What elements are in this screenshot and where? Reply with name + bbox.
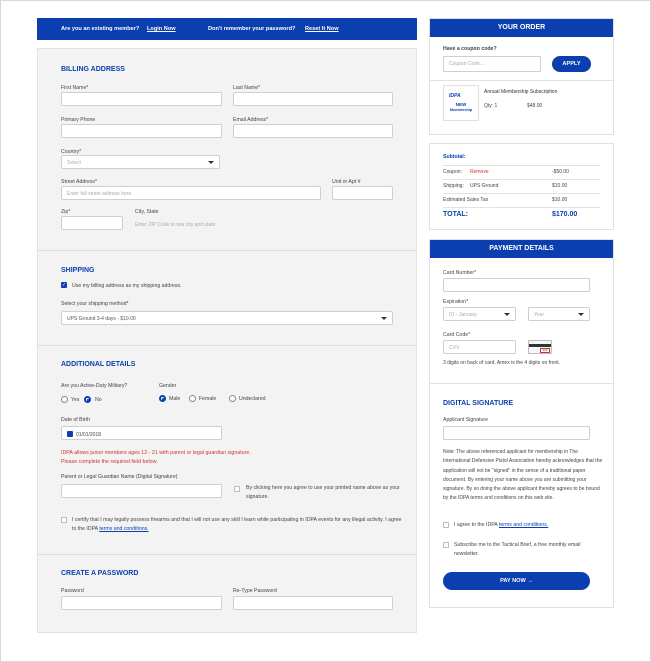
chevron-down-icon bbox=[578, 313, 584, 316]
shipping-title: SHIPPING bbox=[61, 267, 95, 274]
checkout-form bbox=[37, 48, 417, 633]
coupon-placeholder: Coupon Code... bbox=[449, 61, 485, 67]
total-value: $170.00 bbox=[552, 211, 578, 218]
unit-input[interactable] bbox=[332, 186, 393, 200]
agree-terms-checkbox[interactable] bbox=[443, 522, 449, 528]
guardian-input[interactable] bbox=[61, 484, 222, 498]
military-yes-label: Yes bbox=[71, 397, 80, 403]
gender-female-label: Female bbox=[199, 396, 217, 402]
applicant-signature-label: Applicant Signature bbox=[443, 417, 488, 423]
expiration-year-select[interactable] bbox=[528, 307, 590, 321]
shipping-row-label: Shipping: bbox=[443, 183, 464, 189]
gender-male-radio[interactable] bbox=[159, 395, 166, 402]
year-value: Year bbox=[534, 312, 545, 318]
certify-text-body: I certify that I may legally possess firearms and that I will not use any skill I learn while participating in IDPA events for any illegal activity. I agree to the IDPA bbox=[72, 517, 402, 532]
chevron-down-icon bbox=[208, 161, 214, 164]
country-value: Select bbox=[67, 160, 81, 166]
product-name: Annual Membership Subscription bbox=[484, 89, 558, 95]
shipping-method-value: UPS Ground 3-4 days - $10.00 bbox=[67, 316, 136, 322]
order-title: YOUR ORDER bbox=[430, 19, 613, 37]
member-bar bbox=[37, 18, 417, 40]
cvv-card-icon: 123 bbox=[528, 340, 552, 354]
card-number-label: Card Number* bbox=[443, 270, 477, 276]
cvv-input[interactable] bbox=[443, 340, 516, 354]
tax-row-label: Estimated Sales Tax bbox=[443, 197, 489, 203]
gender-female-radio[interactable] bbox=[189, 395, 196, 402]
phone-input[interactable] bbox=[61, 124, 222, 138]
divider bbox=[38, 345, 416, 346]
agree-terms-body: I agree to the IDPA bbox=[454, 522, 498, 528]
password-title: CREATE A PASSWORD bbox=[61, 570, 139, 577]
gender-undeclared-radio[interactable] bbox=[229, 395, 236, 402]
gender-undeclared-label: Undeclared bbox=[239, 396, 266, 402]
dob-value: 01/01/2018 bbox=[76, 432, 102, 438]
last-name-input[interactable] bbox=[233, 92, 393, 106]
cvv-placeholder: CVV bbox=[449, 345, 460, 351]
certify-checkbox[interactable] bbox=[61, 517, 67, 523]
login-link[interactable]: Login Now bbox=[147, 26, 176, 32]
age-error: IDPA allows junior members ages 12 - 21 with parent or legal guardian signature. Please complete the required field below. bbox=[61, 450, 251, 465]
guardian-consent-checkbox[interactable] bbox=[234, 486, 240, 492]
tax-row-value: $10.00 bbox=[552, 197, 568, 203]
guardian-label: Parent or Legal Guardian Name (Digital Signature) bbox=[61, 474, 178, 480]
street-input[interactable] bbox=[61, 186, 321, 200]
divider bbox=[38, 554, 416, 555]
retype-password-label: Re-Type Password bbox=[233, 588, 277, 594]
shipping-row-method: UPS Ground bbox=[470, 183, 499, 189]
dob-label: Date of Birth bbox=[61, 417, 90, 423]
first-name-label: First Name* bbox=[61, 85, 89, 91]
phone-label: Primary Phone bbox=[61, 117, 96, 123]
pay-now-button[interactable]: PAY NOW → bbox=[443, 572, 590, 590]
signature-note: Note: The above referenced applicant for membership in The International Defensive Pistol Association hereby acknowledges that the application will not be "signed" in the sense of a traditional paper document. By entering your name above you are submitting your signature. By so doing the above applicant thereby agrees to be bound by the IDPA terms and conditions on this web site. bbox=[443, 449, 603, 502]
totals-card bbox=[429, 143, 614, 230]
agree-terms-link[interactable]: terms and conditions. bbox=[498, 522, 549, 528]
coupon-label: Have a coupon code? bbox=[443, 46, 497, 52]
payment-card bbox=[429, 239, 614, 608]
retype-password-input[interactable] bbox=[233, 596, 393, 610]
street-label: Street Address* bbox=[61, 179, 98, 185]
chevron-down-icon bbox=[381, 317, 387, 320]
military-no-label: No bbox=[95, 397, 102, 403]
military-no-radio[interactable] bbox=[84, 396, 91, 403]
cvv-hint: 3 digits on back of card. Amex is the 4 digits on front. bbox=[443, 360, 561, 366]
apply-coupon-button[interactable]: APPLY bbox=[552, 56, 591, 72]
last-name-label: Last Name* bbox=[233, 85, 261, 91]
email-label: Email Address* bbox=[233, 117, 269, 123]
password-input[interactable] bbox=[61, 596, 222, 610]
agree-terms-text bbox=[454, 521, 604, 530]
shipping-method-select[interactable] bbox=[61, 311, 393, 325]
divider bbox=[38, 250, 416, 251]
password-label: Password bbox=[61, 588, 84, 594]
coupon-remove-link[interactable]: Remove bbox=[470, 169, 489, 175]
newsletter-text: Subscribe me to the Tactical Brief, a free monthly email newsletter. bbox=[454, 542, 581, 557]
country-label: Country* bbox=[61, 149, 82, 155]
gender-male-label: Male bbox=[169, 396, 181, 402]
applicant-signature-input[interactable] bbox=[443, 426, 590, 440]
coupon-input[interactable] bbox=[443, 56, 541, 72]
dob-input[interactable] bbox=[61, 426, 222, 440]
cvv-label: Card Code* bbox=[443, 332, 471, 338]
certify-text bbox=[72, 516, 407, 534]
total-label: TOTAL: bbox=[443, 211, 469, 218]
military-label: Are you Active-Duty Military? bbox=[61, 383, 128, 389]
first-name-input[interactable] bbox=[61, 92, 222, 106]
city-hint: Enter ZIP Code to see city and state. bbox=[135, 222, 217, 228]
coupon-row-label: Coupon: bbox=[443, 169, 462, 175]
divider bbox=[430, 383, 613, 384]
gender-label: Gender bbox=[159, 383, 177, 389]
order-card bbox=[429, 18, 614, 135]
country-select[interactable] bbox=[61, 155, 220, 169]
newsletter-checkbox[interactable] bbox=[443, 542, 449, 548]
divider bbox=[443, 193, 600, 194]
divider bbox=[443, 165, 600, 166]
email-input[interactable] bbox=[233, 124, 393, 138]
shipping-row-value: $10.00 bbox=[552, 183, 568, 189]
shipping-method-label: Select your shipping method* bbox=[61, 301, 129, 307]
coupon-row-value: -$50.00 bbox=[552, 169, 569, 175]
member-question: Are you an existing member? bbox=[61, 26, 140, 32]
payment-title: PAYMENT DETAILS bbox=[430, 240, 613, 258]
divider bbox=[443, 207, 600, 208]
street-placeholder: Enter full street address here bbox=[67, 191, 132, 197]
expiration-label: Expiration* bbox=[443, 299, 469, 305]
subtotal-label: Subtotal: bbox=[443, 154, 466, 160]
same-address-label: Use my billing address as my shipping address. bbox=[72, 283, 182, 289]
signature-title: DIGITAL SIGNATURE bbox=[443, 400, 513, 407]
month-value: 01 - January bbox=[449, 312, 477, 318]
reset-password-link[interactable]: Reset It Now bbox=[305, 26, 339, 32]
certify-terms-link[interactable]: terms and conditions. bbox=[99, 526, 149, 532]
chevron-down-icon bbox=[504, 313, 510, 316]
billing-title: BILLING ADDRESS bbox=[61, 66, 125, 73]
product-badge-new: NEW bbox=[455, 102, 467, 107]
password-question: Don't remember your password? bbox=[208, 26, 296, 32]
unit-label: Unit or Apt # bbox=[332, 179, 361, 185]
additional-title: ADDITIONAL DETAILS bbox=[61, 361, 136, 368]
product-badge-membership: Membership bbox=[449, 108, 473, 112]
divider bbox=[430, 80, 613, 81]
product-price: $48.00 bbox=[527, 103, 543, 109]
expiration-month-select[interactable] bbox=[443, 307, 516, 321]
zip-label: Zip* bbox=[61, 209, 71, 215]
card-number-input[interactable] bbox=[443, 278, 590, 292]
city-label: City, State bbox=[135, 209, 159, 215]
military-yes-radio[interactable] bbox=[61, 396, 68, 403]
product-thumbnail bbox=[443, 85, 479, 121]
product-qty: Qty: 1 bbox=[484, 103, 498, 109]
zip-input[interactable] bbox=[61, 216, 123, 230]
divider bbox=[443, 179, 600, 180]
same-address-checkbox[interactable]: ✓ bbox=[62, 282, 67, 288]
calendar-icon bbox=[67, 431, 73, 437]
guardian-consent-text: By clicking here you agree to use your printed name above as your signature. bbox=[246, 485, 400, 500]
idpa-logo: IDPA bbox=[449, 93, 461, 99]
